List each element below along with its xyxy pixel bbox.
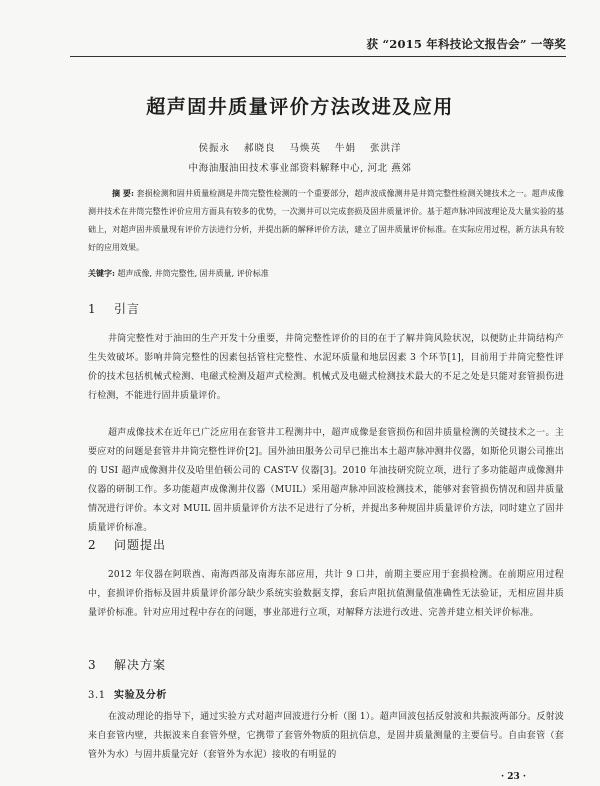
subsection-title: 实验及分析: [114, 690, 167, 701]
paper-title: 超声固井质量评价方法改进及应用: [146, 96, 454, 118]
keywords-text: 超声成像, 井筒完整性, 固井质量, 评价标准: [117, 269, 269, 278]
section-title: 引言: [114, 302, 141, 316]
header-rule: [70, 56, 566, 57]
section-number: 1: [88, 302, 97, 316]
subsection-number: 3.1: [88, 690, 106, 701]
abstract: [88, 184, 564, 257]
section-number: 3: [88, 658, 97, 672]
section-number: 2: [88, 538, 97, 552]
page-number: · 23 ·: [500, 772, 526, 782]
authors: 侯振永 郝晓良 马焕英 牛娟 张洪洋: [198, 143, 402, 154]
section-heading-problem: [88, 536, 166, 553]
section-title: 解决方案: [114, 658, 167, 672]
affiliation: 中海油服油田技术事业部资料解释中心, 河北 燕郊: [188, 163, 412, 174]
keywords-label: 关键字:: [88, 268, 115, 278]
abstract-text: 套损检测和固井质量检测是井筒完整性检测的一个重要部分，超声波成像测井是井筒完整性检测关键技术之一。超声成像测井技术在井筒完整性评价应用方面具有较多的优势，一次测井可以完成套损及固井质量评价。基于超声脉冲回波理论及大量实验的基础上，对超声固井质量现有评价方法进行分析，并提出新的解释评价方法，建立了固井质量评价标准。在实际应用过程，新方法具有较好的应用效果。: [88, 189, 564, 252]
subsection-heading: [88, 686, 167, 701]
paragraph: 在波动理论的指导下，通过实验方式对超声回波进行分析（图 1）。超声回波包括反射波和共振波两部分。反射波来自套管内壁，共振波来自套管外壁，它携带了套管外物质的阻抗信息，是固井质量测量的主要信号。自由套管（套管外为水）与固井质量完好（套管外为水泥）接收的有明显的: [88, 712, 564, 760]
section-heading-introduction: [88, 300, 140, 317]
paragraph: 超声成像技术在近年已广泛应用在套管井工程测井中，超声成像是套管损伤和固井质量检测的关键技术之一。主要应对的问题是套管井井筒完整性评价[2]。国外油田服务公司早已推出本土超声脉冲测井仪器，如斯伦贝谢公司推出的 USI 超声成像测井仪及哈里伯顿公司的 CAST-V 仪器[3]。2010 年油技研究院立项，进行了多功能超声成像测井仪器的研制工作。多功能超声成像测井仪器（MUIL）采用超声脉冲回波检测技术，能够对套管损伤情况和固井质量情况进行评价。本文对 MUIL 固井质量评价方法不足进行了分析，并提出多种规固井质量评价方法，同时建立了固井质量评价标准。: [88, 428, 564, 533]
paragraph: 2012 年仪器在阿联酋、南海西部及南海东部应用，共计 9 口井，前期主要应用于套损检测。在前期应用过程中，套损评价指标及固井质量评价部分缺少系统实验数据支撑，套后声阻抗值测量值准确性无法验证，无相应固井质量评价标准。针对应用过程中存在的问题，事业部进行立项，对解释方法进行改进、完善并建立相关评价标准。: [88, 570, 564, 618]
paragraph: 井筒完整性对于油田的生产开发十分重要，井筒完整性评价的目的在于了解井筒风险状况，以便防止井筒结构产生失效破坏。影响井筒完整性的因素包括管柱完整性、水泥环质量和地层因素 3 个环节[1]，目前用于井筒完整性评价的技术包括机械式检测、电磁式检测及超声式检测。机械式及电磁式检测技术最大的不足之处是只能对套管损伤进行检测，不能进行固井质量评价。: [88, 334, 564, 401]
keywords: [88, 266, 564, 281]
abstract-label: 摘 要:: [112, 188, 134, 198]
section-heading-solution: [88, 656, 166, 673]
section-title: 问题提出: [114, 538, 167, 552]
award-header: 获 “2015 年科技论文报告会” 一等奖: [366, 37, 566, 51]
